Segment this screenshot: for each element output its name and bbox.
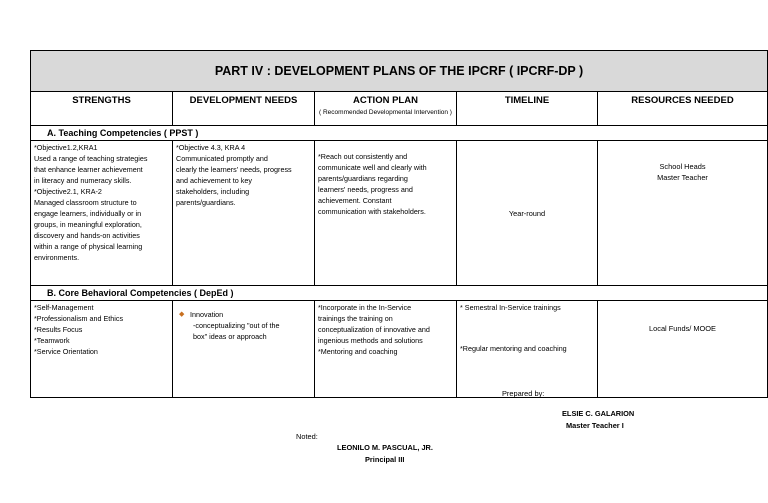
ipcrf-dp-form <box>30 50 767 398</box>
header-resources: RESOURCES NEEDED <box>598 92 768 126</box>
section-a-timeline: Year-round <box>457 141 598 286</box>
text-line: School Heads <box>659 162 706 171</box>
section-b-development-needs <box>173 301 315 398</box>
preparer-title-text: Master Teacher I <box>566 421 624 430</box>
preparer-name <box>562 409 634 418</box>
section-b-heading: B. Core Behavioral Competencies ( DepEd ) <box>31 286 768 301</box>
text-line: discovery and hands-on activities <box>34 231 140 240</box>
innovation-item <box>176 309 311 320</box>
text-line: conceptualization of innovative and <box>318 325 430 334</box>
noted-label: Noted: <box>296 432 318 441</box>
text-line: * Semestral In-Service trainings <box>460 303 561 312</box>
prepared-by-label: Prepared by: <box>502 389 545 398</box>
text-line: clearly the learners' needs, progress <box>176 165 292 174</box>
text-line: *Results Focus <box>34 325 83 334</box>
text-line: *Reach out consistently and <box>318 152 408 161</box>
text-line: *Professionalism and Ethics <box>34 314 124 323</box>
section-a-action-plan <box>315 141 457 286</box>
preparer-title <box>566 421 624 430</box>
diamond-bullet-icon: ◆ <box>179 311 185 318</box>
text-line: box" ideas or approach <box>193 332 267 341</box>
noter-name <box>337 443 433 452</box>
text-line: *Self-Management <box>34 303 94 312</box>
noter-title-text: Principal III <box>365 455 405 464</box>
header-strengths: STRENGTHS <box>31 92 173 126</box>
section-a-strengths <box>31 141 173 286</box>
text-line: *Regular mentoring and coaching <box>460 344 567 353</box>
section-b-timeline <box>457 301 598 398</box>
section-a-heading: A. Teaching Competencies ( PPST ) <box>31 126 768 141</box>
section-b-resources: Local Funds/ MOOE <box>598 301 768 398</box>
preparer-name-text: ELSIE C. GALARION <box>562 409 635 418</box>
text-line: learners' needs, progress and <box>318 185 413 194</box>
text-line: *Teamwork <box>34 336 70 345</box>
text-line: ingenious methods and solutions <box>318 336 423 345</box>
development-plan-table <box>30 50 768 398</box>
innovation-label: Innovation <box>190 310 224 319</box>
noter-name-text: LEONILO M. PASCUAL, JR. <box>337 443 433 452</box>
text-line: groups, in meaningful exploration, <box>34 220 142 229</box>
text-line: parents/guardians. <box>176 198 236 207</box>
text-line: -conceptualizing "out of the <box>193 321 280 330</box>
text-line: communicate well and clearly with <box>318 163 427 172</box>
text-line: *Objective 4.3, KRA 4 <box>176 143 246 152</box>
text-line: Used a range of teaching strategies <box>34 154 148 163</box>
header-action-plan-label: ACTION PLAN <box>353 95 418 106</box>
spacer <box>460 313 594 343</box>
noter-title <box>365 455 404 464</box>
text-line: *Mentoring and coaching <box>318 347 398 356</box>
text-line: *Objective1.2,KRA1 <box>34 143 98 152</box>
section-b-strengths <box>31 301 173 398</box>
text-line: within a range of physical learning <box>34 242 143 251</box>
text-line: that enhance learner achievement <box>34 165 143 174</box>
text-line: and achievement to key <box>176 176 252 185</box>
header-development-needs: DEVELOPMENT NEEDS <box>173 92 315 126</box>
text-line: Communicated promptly and <box>176 154 268 163</box>
text-line: environments. <box>34 253 80 262</box>
text-line: Master Teacher <box>657 173 708 182</box>
section-b-action-plan <box>315 301 457 398</box>
text-line: *Objective2.1, KRA-2 <box>34 187 102 196</box>
header-action-plan <box>315 92 457 126</box>
text-line: *Service Orientation <box>34 347 98 356</box>
section-a-resources <box>598 141 768 286</box>
text-line: in literacy and numeracy skills. <box>34 176 132 185</box>
text-line: engage learners, individually or in <box>34 209 142 218</box>
form-title: PART IV : DEVELOPMENT PLANS OF THE IPCRF ( IPCRF-DP ) <box>31 51 768 92</box>
text-line: *Incorporate in the In-Service <box>318 303 412 312</box>
text-line: trainings the training on <box>318 314 393 323</box>
text-line: stakeholders, including <box>176 187 250 196</box>
header-action-plan-sub: ( Recommended Developmental Intervention ) <box>319 109 452 116</box>
text-line: parents/guardians regarding <box>318 174 408 183</box>
text-line: Managed classroom structure to <box>34 198 137 207</box>
section-a-development-needs <box>173 141 315 286</box>
header-timeline: TIMELINE <box>457 92 598 126</box>
text-line: achievement. Constant <box>318 196 392 205</box>
text-line: communication with stakeholders. <box>318 207 426 216</box>
